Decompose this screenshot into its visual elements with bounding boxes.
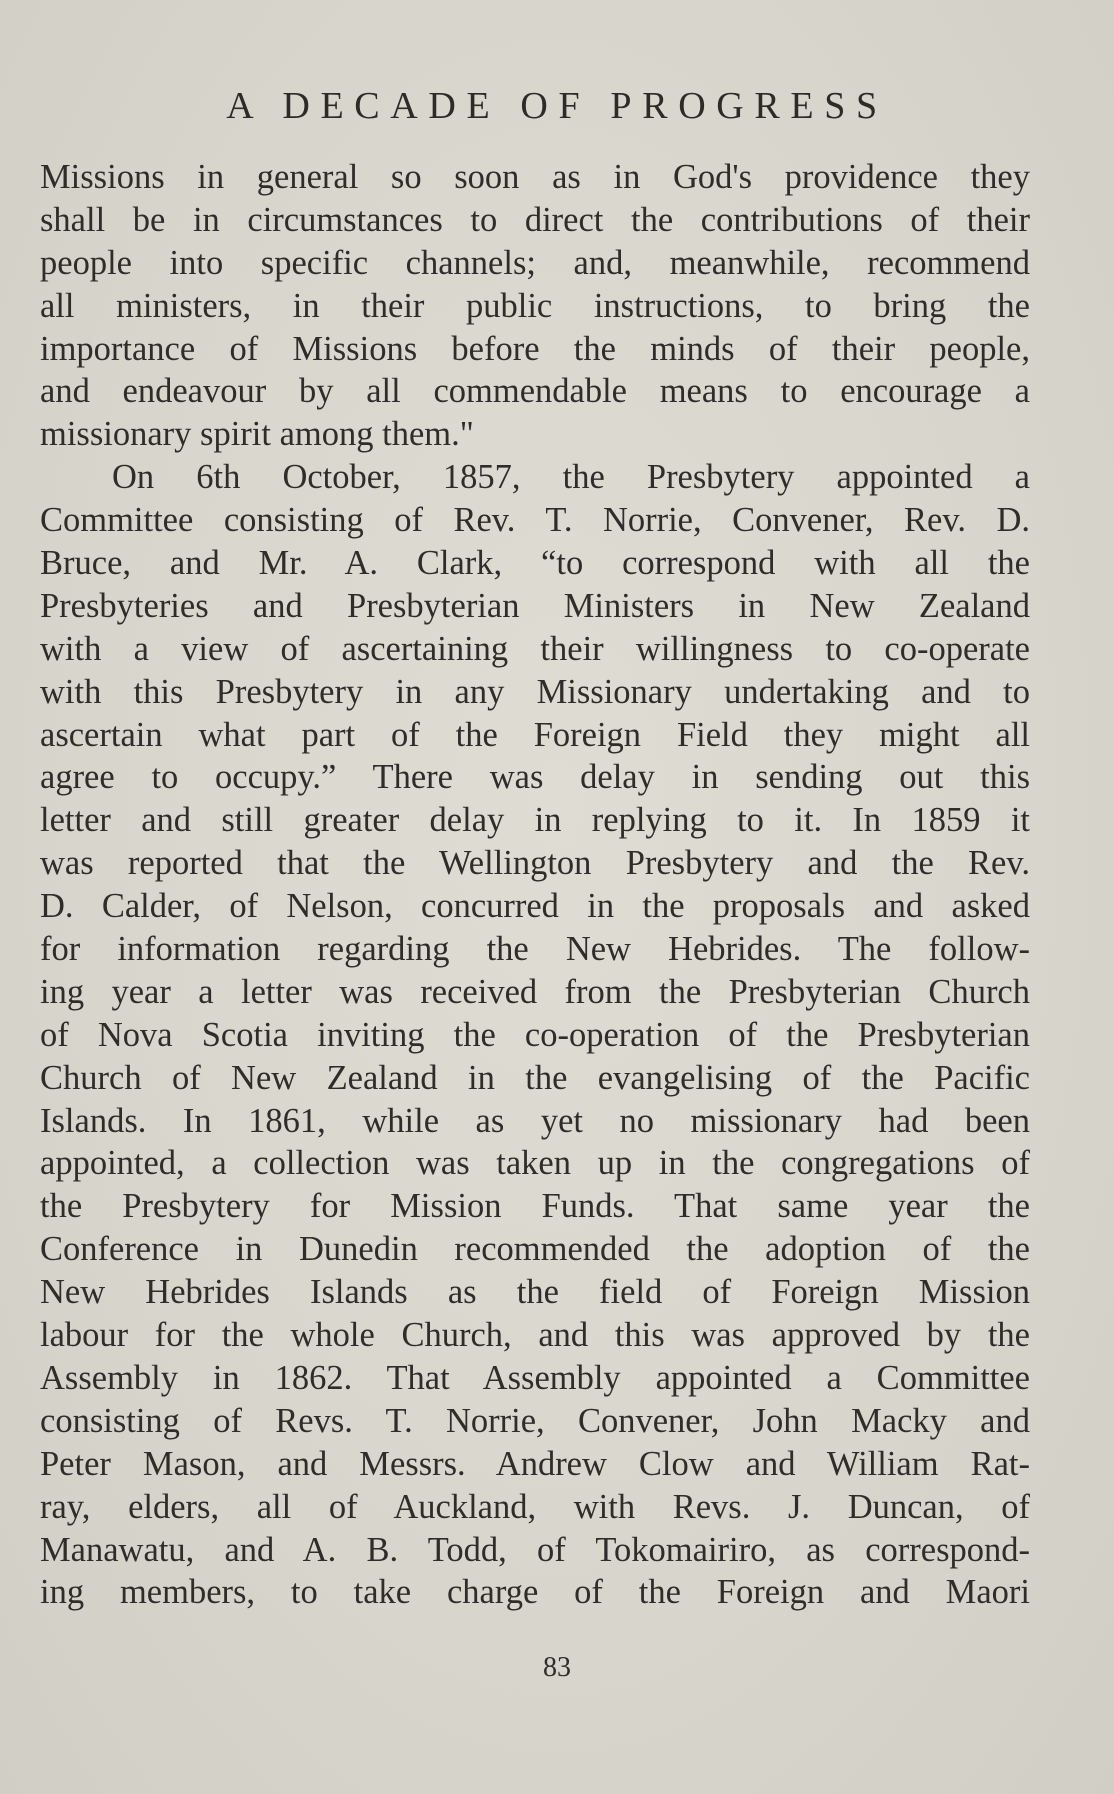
- text-line: ray, elders, all of Auckland, with Revs. J. Duncan, of: [40, 1487, 1030, 1526]
- text-line: ing year a letter was received from the Presbyterian Church: [40, 972, 1030, 1011]
- text-line: appointed, a collection was taken up in the congregations of: [40, 1144, 1030, 1183]
- running-head: A DECADE OF PROGRESS: [226, 85, 888, 127]
- text-line: ing members, to take charge of the Foreign and Maori: [40, 1573, 1030, 1612]
- text-line: On 6th October, 1857, the Presbytery appointed a: [112, 458, 1030, 497]
- paragraph-1: [40, 156, 1030, 456]
- text-line: ascertain what part of the Foreign Field they might all: [40, 715, 1030, 754]
- text-line: Church of New Zealand in the evangelising of the Pacific: [40, 1058, 1030, 1097]
- text-line: all ministers, in their public instructions, to bring the: [40, 286, 1030, 325]
- text-line: and endeavour by all commendable means to encourage a: [40, 372, 1030, 411]
- text-line: Missions in general so soon as in God's providence they: [40, 158, 1030, 196]
- text-line: Assembly in 1862. That Assembly appointed a Committee: [40, 1358, 1030, 1397]
- text-line: agree to occupy.” There was delay in sending out this: [40, 758, 1030, 797]
- text-line: Conference in Dunedin recommended the adoption of the: [40, 1230, 1030, 1269]
- body-text: [40, 156, 1030, 1614]
- text-line: Bruce, and Mr. A. Clark, “to correspond with all the: [40, 544, 1030, 583]
- text-line: Peter Mason, and Messrs. Andrew Clow and William Rat-: [40, 1444, 1030, 1483]
- text-line: with this Presbytery in any Missionary undertaking and to: [40, 672, 1030, 711]
- text-line: with a view of ascertaining their willingness to co-operate: [40, 629, 1030, 668]
- text-line: the Presbytery for Mission Funds. That same year the: [40, 1187, 1030, 1226]
- text-line: shall be in circumstances to direct the contributions of their: [40, 200, 1030, 239]
- text-line: letter and still greater delay in replying to it. In 1859 it: [40, 801, 1030, 840]
- text-line: labour for the whole Church, and this was approved by the: [40, 1316, 1030, 1355]
- text-line: was reported that the Wellington Presbytery and the Rev.: [40, 844, 1030, 883]
- text-line: Islands. In 1861, while as yet no missionary had been: [40, 1101, 1030, 1140]
- text-line: importance of Missions before the minds of their people,: [40, 329, 1030, 368]
- text-line: D. Calder, of Nelson, concurred in the proposals and asked: [40, 887, 1030, 926]
- text-line: consisting of Revs. T. Norrie, Convener, John Macky and: [40, 1401, 1030, 1440]
- page-number: 83: [543, 1652, 571, 1683]
- paragraph-2: [40, 456, 1030, 1614]
- text-line: missionary spirit among them.": [40, 415, 474, 454]
- text-line: New Hebrides Islands as the field of Foreign Mission: [40, 1273, 1030, 1312]
- text-line: Manawatu, and A. B. Todd, of Tokomairiro, as correspond-: [40, 1530, 1030, 1569]
- text-line: Presbyteries and Presbyterian Ministers in New Zealand: [40, 586, 1030, 625]
- text-line: for information regarding the New Hebrides. The follow-: [40, 930, 1030, 969]
- text-line: Committee consisting of Rev. T. Norrie, Convener, Rev. D.: [40, 501, 1030, 540]
- text-line: of Nova Scotia inviting the co-operation of the Presbyterian: [40, 1015, 1030, 1054]
- text-line: people into specific channels; and, meanwhile, recommend: [40, 243, 1030, 282]
